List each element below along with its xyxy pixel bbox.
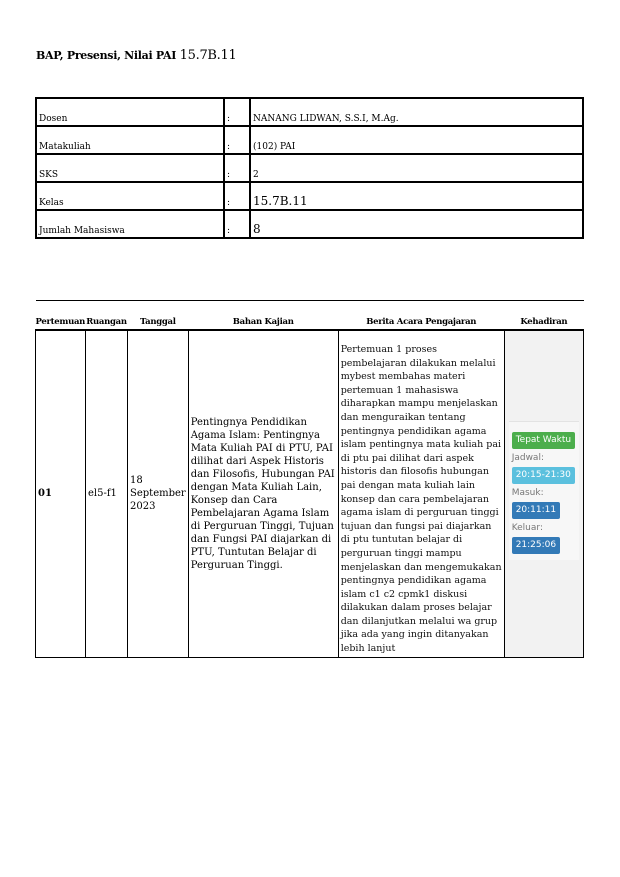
info-value: 15.7B.11 (250, 182, 583, 210)
keluar-badge: 21:25:06 (512, 537, 560, 554)
info-row (36, 98, 583, 126)
info-value: (102) PAI (250, 126, 583, 154)
info-key: Dosen (36, 98, 224, 126)
info-key: Matakuliah (36, 126, 224, 154)
info-sep: : (224, 98, 250, 126)
page-title (36, 48, 236, 63)
title-code: 15.7B.11 (179, 48, 237, 63)
info-sep: : (224, 210, 250, 238)
info-row (36, 210, 583, 238)
info-key: SKS (36, 154, 224, 182)
info-key: Kelas (36, 182, 224, 210)
status-badge: Tepat Waktu (512, 432, 575, 449)
cell-bahan: Pentingnya Pendidikan Agama Islam: Pentingnya Mata Kuliah PAI di PTU, PAI dilihat dari Aspek Historis dan Filosofis, Hubungan PAI dengan Mata Kuliah Lain, Konsep dan Cara Pembelajaran Agama Islam di Perguruan Tinggi, Tujuan dan Fungsi PAI diajarkan di PTU, Tuntutan Belajar di Perguruan Tinggi. (188, 330, 338, 657)
table-header-row (36, 301, 584, 331)
jadwal-label: Jadwal: (511, 453, 544, 464)
col-berita: Berita Acara Pengajaran (338, 301, 504, 331)
cell-ruangan: el5-f1 (86, 330, 128, 657)
cell-tanggal: 18 September 2023 (128, 330, 189, 657)
info-sep: : (224, 126, 250, 154)
masuk-label: Masuk: (511, 488, 544, 499)
title-prefix: BAP, Presensi, Nilai PAI (36, 49, 177, 62)
info-row (36, 126, 583, 154)
cell-kehadiran (504, 330, 583, 657)
info-row (36, 154, 583, 182)
col-kehadiran: Kehadiran (504, 301, 583, 331)
col-pertemuan: Pertemuan (36, 301, 86, 331)
col-bahan: Bahan Kajian (188, 301, 338, 331)
info-value: 8 (250, 210, 583, 238)
info-sep: : (224, 182, 250, 210)
table-row (36, 330, 584, 657)
info-value: NANANG LIDWAN, S.S.I, M.Ag. (250, 98, 583, 126)
info-value: 2 (250, 154, 583, 182)
keluar-label: Keluar: (511, 523, 543, 534)
cell-berita: Pertemuan 1 proses pembelajaran dilakukan melalui mybest membahas materi pertemuan 1 mahasiswa diharapkan mampu menjelaskan dan menguraikan tentang pentingnya pendidikan agama islam pentingnya mata kuliah pai di ptu pai dilihat dari aspek historis dan filosofis hubungan pai dengan mata kuliah lain konsep dan cara pembelajaran agama islam di perguruan tinggi tujuan dan fungsi pai diajarkan di ptu tuntutan belajar di perguruan tinggi mampu menjelaskan dan mengemukakan pentingnya pendidikan agama islam c1 c2 cpmk1 diskusi dilakukan dalam proses belajar dan dilanjutkan melalui wa grup jika ada yang ingin ditanyakan lebih lanjut (338, 330, 504, 657)
info-table (35, 97, 584, 239)
cell-pertemuan: 01 (36, 330, 86, 657)
masuk-badge: 20:11:11 (512, 502, 560, 519)
info-row (36, 182, 583, 210)
col-ruangan: Ruangan (86, 301, 128, 331)
col-tanggal: Tanggal (128, 301, 189, 331)
bap-table (35, 300, 584, 658)
attendance-box (509, 421, 579, 560)
jadwal-badge: 20:15-21:30 (512, 467, 575, 484)
info-sep: : (224, 154, 250, 182)
info-key: Jumlah Mahasiswa (36, 210, 224, 238)
